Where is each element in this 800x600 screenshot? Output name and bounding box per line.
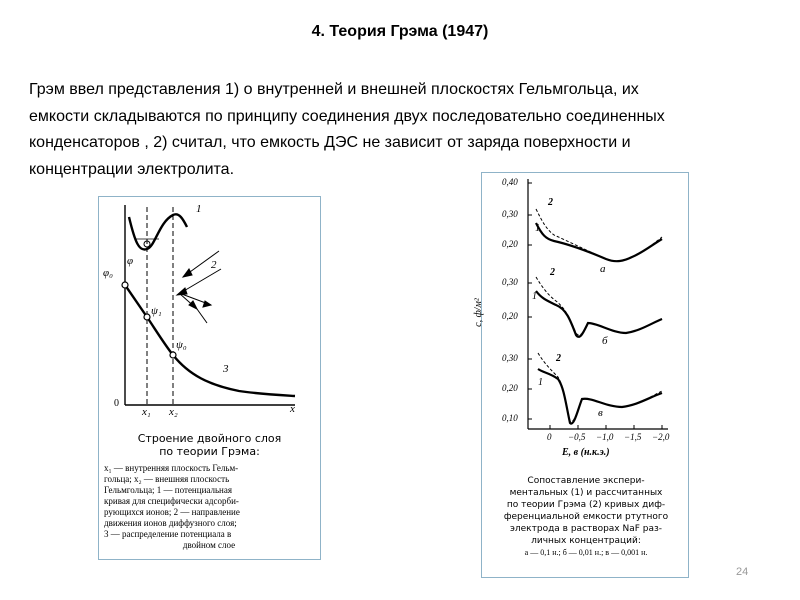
caption-line: личных концентраций: [531,536,641,546]
caption-line: рующихся ионов; 2 — направление [104,507,240,517]
curve-label-2a: 2 [548,197,553,208]
x-tick-label: 0 [547,432,552,442]
y-axis-label: c, ф/м² [472,298,484,327]
x-tick-label: −1,5 [624,432,642,442]
x-axis-label: E, в (н.к.э.) [562,447,610,458]
y-tick-label: 0,30 [502,209,518,219]
x1-label: x₁ [142,406,151,418]
x-tick-label: −2,0 [652,432,670,442]
x-axis-label: x [290,403,295,415]
curve-2-label: 2 [211,259,217,271]
caption-line: Сопоставление экспери- [527,476,645,486]
caption-line: 3 — распределение потенциала в [104,529,232,539]
y-tick-label: 0,10 [502,413,518,423]
caption-line: гольца; x₂ — внешняя плоскость [104,474,230,484]
psi0-label: ψ₀ [176,339,187,351]
caption-line: двойном слое [182,540,236,550]
y-tick-label: 0,20 [502,239,518,249]
body-line: Грэм ввел представления 1) о внутренней и внешней плоскостях Гельмгольца, их [29,81,639,98]
graham-layer-figure [98,196,321,560]
x-tick-label: −1,0 [596,432,614,442]
y-tick-label: 0,30 [502,353,518,363]
caption-line: Гельмгольца; 1 — потенциальная [104,485,233,495]
caption-title-line: по теории Грэма: [159,445,260,458]
caption-line: а — 0,1 н.; б — 0,01 н.; в — 0,001 н. [524,548,648,557]
curve-label-1a: 1 [535,223,540,234]
capacitance-curves-figure [472,172,689,578]
psi1-point [144,314,150,320]
psi1-label: ψ₁ [151,305,162,317]
curve-b-experimental [536,291,662,337]
curve-a-calculated [536,209,662,261]
caption-line: по теории Грэма (2) кривых диф- [506,500,666,510]
caption-line: движения ионов диффузного слоя; [104,518,237,528]
origin-label: 0 [114,398,119,409]
body-line: концентрации электролита. [29,160,235,178]
phi-label: φ [127,255,134,267]
y-tick-label: 0,30 [502,277,518,287]
caption-line: x₁ — внутренняя плоскость Гельм- [104,463,239,473]
body-line: емкости складываются по принципу соединения двух последовательно соединенных [29,107,665,125]
body-line: конденсаторов , 2) считал, что емкость ДЭС не зависит от заряда поверхности и [29,134,631,151]
caption-line: кривая для специфически адсорби- [104,496,239,506]
caption-line: ментальных (1) и рассчитанных [509,488,663,498]
curve-1-label: 1 [196,203,202,215]
curve-3-potential-distribution [125,285,295,396]
y-tick-label: 0,20 [502,311,518,321]
x-tick-label: −0,5 [568,432,586,442]
curve-label-1b: 1 [532,291,537,302]
left-caption-text [104,463,314,551]
curve-label-2b: 2 [550,267,555,278]
caption-line: электрода в растворах NaF раз- [509,524,663,534]
y-tick-label: 0,20 [502,383,518,393]
y-tick-label: 0,40 [502,177,518,187]
psi0-point [170,352,176,358]
curve-label-1c: 1 [538,377,543,388]
slide-body [29,77,774,183]
caption-title-line: Строение двойного слоя [137,432,282,445]
panel-label-a: а [600,263,606,275]
page-number: 24 [736,566,749,578]
right-caption-text [488,475,684,559]
phi0-label: φ₀ [103,267,113,279]
slide-title: 4. Теория Грэма (1947) [311,23,489,40]
curve-1-potential [129,214,187,249]
panel-label-b: б [602,335,608,347]
left-caption-title [107,432,312,458]
caption-line: ференциальной емкости ртутного [503,512,669,522]
curve-3-label: 3 [223,363,229,375]
x2-label: x₂ [169,406,178,418]
curve-label-2c: 2 [556,353,561,364]
phi0-point [122,282,128,288]
panel-label-c: в [598,407,603,419]
